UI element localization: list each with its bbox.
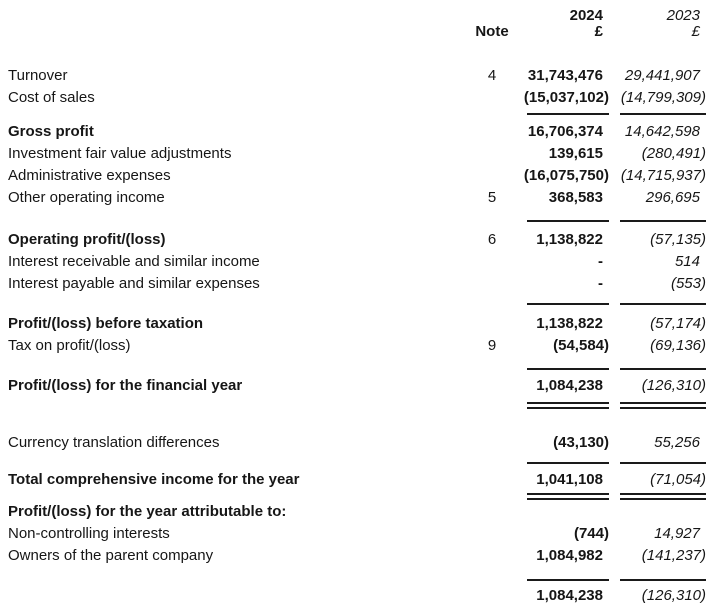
row-label: Investment fair value adjustments [8, 144, 232, 162]
rule-line-2023 [620, 462, 706, 464]
row-value-2023: 296,695 [645, 188, 700, 206]
row-label: Owners of the parent company [8, 546, 214, 564]
row-label: Profit/(loss) before taxation [8, 314, 204, 332]
row-value-2023: (280,491) [641, 144, 706, 162]
row-attributable-heading [8, 500, 706, 522]
row-value-2024: (744) [573, 524, 609, 542]
row-value-2024: - [598, 252, 603, 270]
double-rule-below-profit-for-year [8, 402, 706, 409]
row-interest-payable [8, 272, 706, 294]
row-value-2023: (57,135) [650, 230, 706, 248]
row-label: Turnover [8, 66, 68, 84]
row-value-2023: (553) [670, 274, 706, 292]
row-owners-of-parent-company [8, 544, 706, 566]
row-profit-before-taxation [8, 312, 706, 334]
row-note: 6 [487, 230, 497, 248]
double-rule-line-2024 [527, 493, 609, 500]
row-value-2024: 368,583 [548, 188, 603, 206]
rule-line-2024 [527, 113, 609, 115]
row-value-2024: 16,706,374 [527, 122, 603, 140]
row-label: Total comprehensive income for the year [8, 470, 300, 488]
row-label: Interest payable and similar expenses [8, 274, 260, 292]
rule-line-2024 [527, 220, 609, 222]
row-value-2023: 514 [674, 252, 700, 270]
row-investment-fair-value-adjustments [8, 142, 706, 164]
rule-line-2024 [527, 462, 609, 464]
row-label: Interest receivable and similar income [8, 252, 260, 270]
column-header-2024: 2024 [569, 7, 603, 24]
row-label: Operating profit/(loss) [8, 230, 166, 248]
rule-above-operating-profit [8, 220, 706, 222]
row-value-2023: (126,310) [641, 376, 706, 394]
row-note: 4 [487, 66, 497, 84]
row-value-2024: (43,130) [553, 433, 609, 451]
rule-line-2023 [620, 113, 706, 115]
row-label: Profit/(loss) for the year attributable to: [8, 502, 287, 520]
rule-line-2023 [620, 303, 706, 305]
row-label: Tax on profit/(loss) [8, 336, 131, 354]
row-value-2024: 1,084,982 [536, 546, 603, 564]
row-non-controlling-interests [8, 522, 706, 544]
row-value-2024: 1,041,108 [536, 470, 603, 488]
rule-line-2024 [527, 368, 609, 370]
currency-header-row [8, 24, 706, 40]
rule-above-profit-for-year [8, 368, 706, 370]
row-value-2024: 1,138,822 [536, 230, 603, 248]
row-currency-translation-differences [8, 431, 706, 453]
row-value-2023: (14,799,309) [620, 88, 706, 106]
header-gap [8, 40, 706, 64]
row-value-2024: - [598, 274, 603, 292]
row-note: 5 [487, 188, 497, 206]
row-total-comprehensive-income [8, 468, 706, 490]
row-other-operating-income [8, 186, 706, 208]
currency-header-2024: £ [594, 23, 603, 40]
row-gross-profit [8, 120, 706, 142]
column-header-note: Note [475, 23, 509, 40]
row-note: 9 [487, 336, 497, 354]
rule-above-attributable-total [8, 579, 706, 581]
double-rule-line-2023 [620, 402, 706, 409]
row-value-2023: (71,054) [650, 470, 706, 488]
rule-above-total-comprehensive [8, 462, 706, 464]
rule-above-gross-profit [8, 113, 706, 115]
double-rule-below-total-comprehensive [8, 493, 706, 500]
row-value-2023: 55,256 [654, 433, 700, 451]
row-label: Profit/(loss) for the financial year [8, 376, 243, 394]
row-label: Non-controlling interests [8, 524, 170, 542]
row-value-2024: 139,615 [548, 144, 603, 162]
row-administrative-expenses [8, 164, 706, 186]
row-value-2023: 29,441,907 [624, 66, 700, 84]
row-value-2024: 31,743,476 [527, 66, 603, 84]
row-label: Cost of sales [8, 88, 95, 106]
rule-line-2024 [527, 579, 609, 581]
row-value-2024: 1,084,238 [536, 586, 603, 604]
row-value-2023: 14,927 [654, 524, 700, 542]
double-rule-line-2024 [527, 402, 609, 409]
row-value-2024: 1,084,238 [536, 376, 603, 394]
row-operating-profit-loss [8, 228, 706, 250]
double-rule-line-2023 [620, 493, 706, 500]
rule-line-2023 [620, 220, 706, 222]
row-value-2024: 1,138,822 [536, 314, 603, 332]
row-value-2024: (54,584) [553, 336, 609, 354]
rule-line-2023 [620, 368, 706, 370]
row-value-2024: (16,075,750) [523, 166, 609, 184]
row-interest-receivable [8, 250, 706, 272]
row-value-2024: (15,037,102) [523, 88, 609, 106]
row-value-2023: (126,310) [641, 586, 706, 604]
rule-line-2024 [527, 303, 609, 305]
row-turnover [8, 64, 706, 86]
row-value-2023: (14,715,937) [620, 166, 706, 184]
rule-above-profit-before-taxation [8, 303, 706, 305]
column-header-2023: 2023 [666, 7, 700, 24]
row-label: Currency translation differences [8, 433, 220, 451]
row-value-2023: (57,174) [650, 314, 706, 332]
row-value-2023: 14,642,598 [624, 122, 700, 140]
row-cost-of-sales [8, 86, 706, 108]
row-attributable-total [8, 584, 706, 606]
rule-line-2023 [620, 579, 706, 581]
row-value-2023: (69,136) [650, 336, 706, 354]
section-gap [8, 409, 706, 431]
year-header-row [8, 8, 706, 24]
row-value-2023: (141,237) [641, 546, 706, 564]
row-profit-for-financial-year [8, 374, 706, 396]
currency-header-2023: £ [691, 23, 700, 40]
row-label: Administrative expenses [8, 166, 171, 184]
row-label: Other operating income [8, 188, 165, 206]
row-tax-on-profit-loss [8, 334, 706, 356]
row-label: Gross profit [8, 122, 94, 140]
